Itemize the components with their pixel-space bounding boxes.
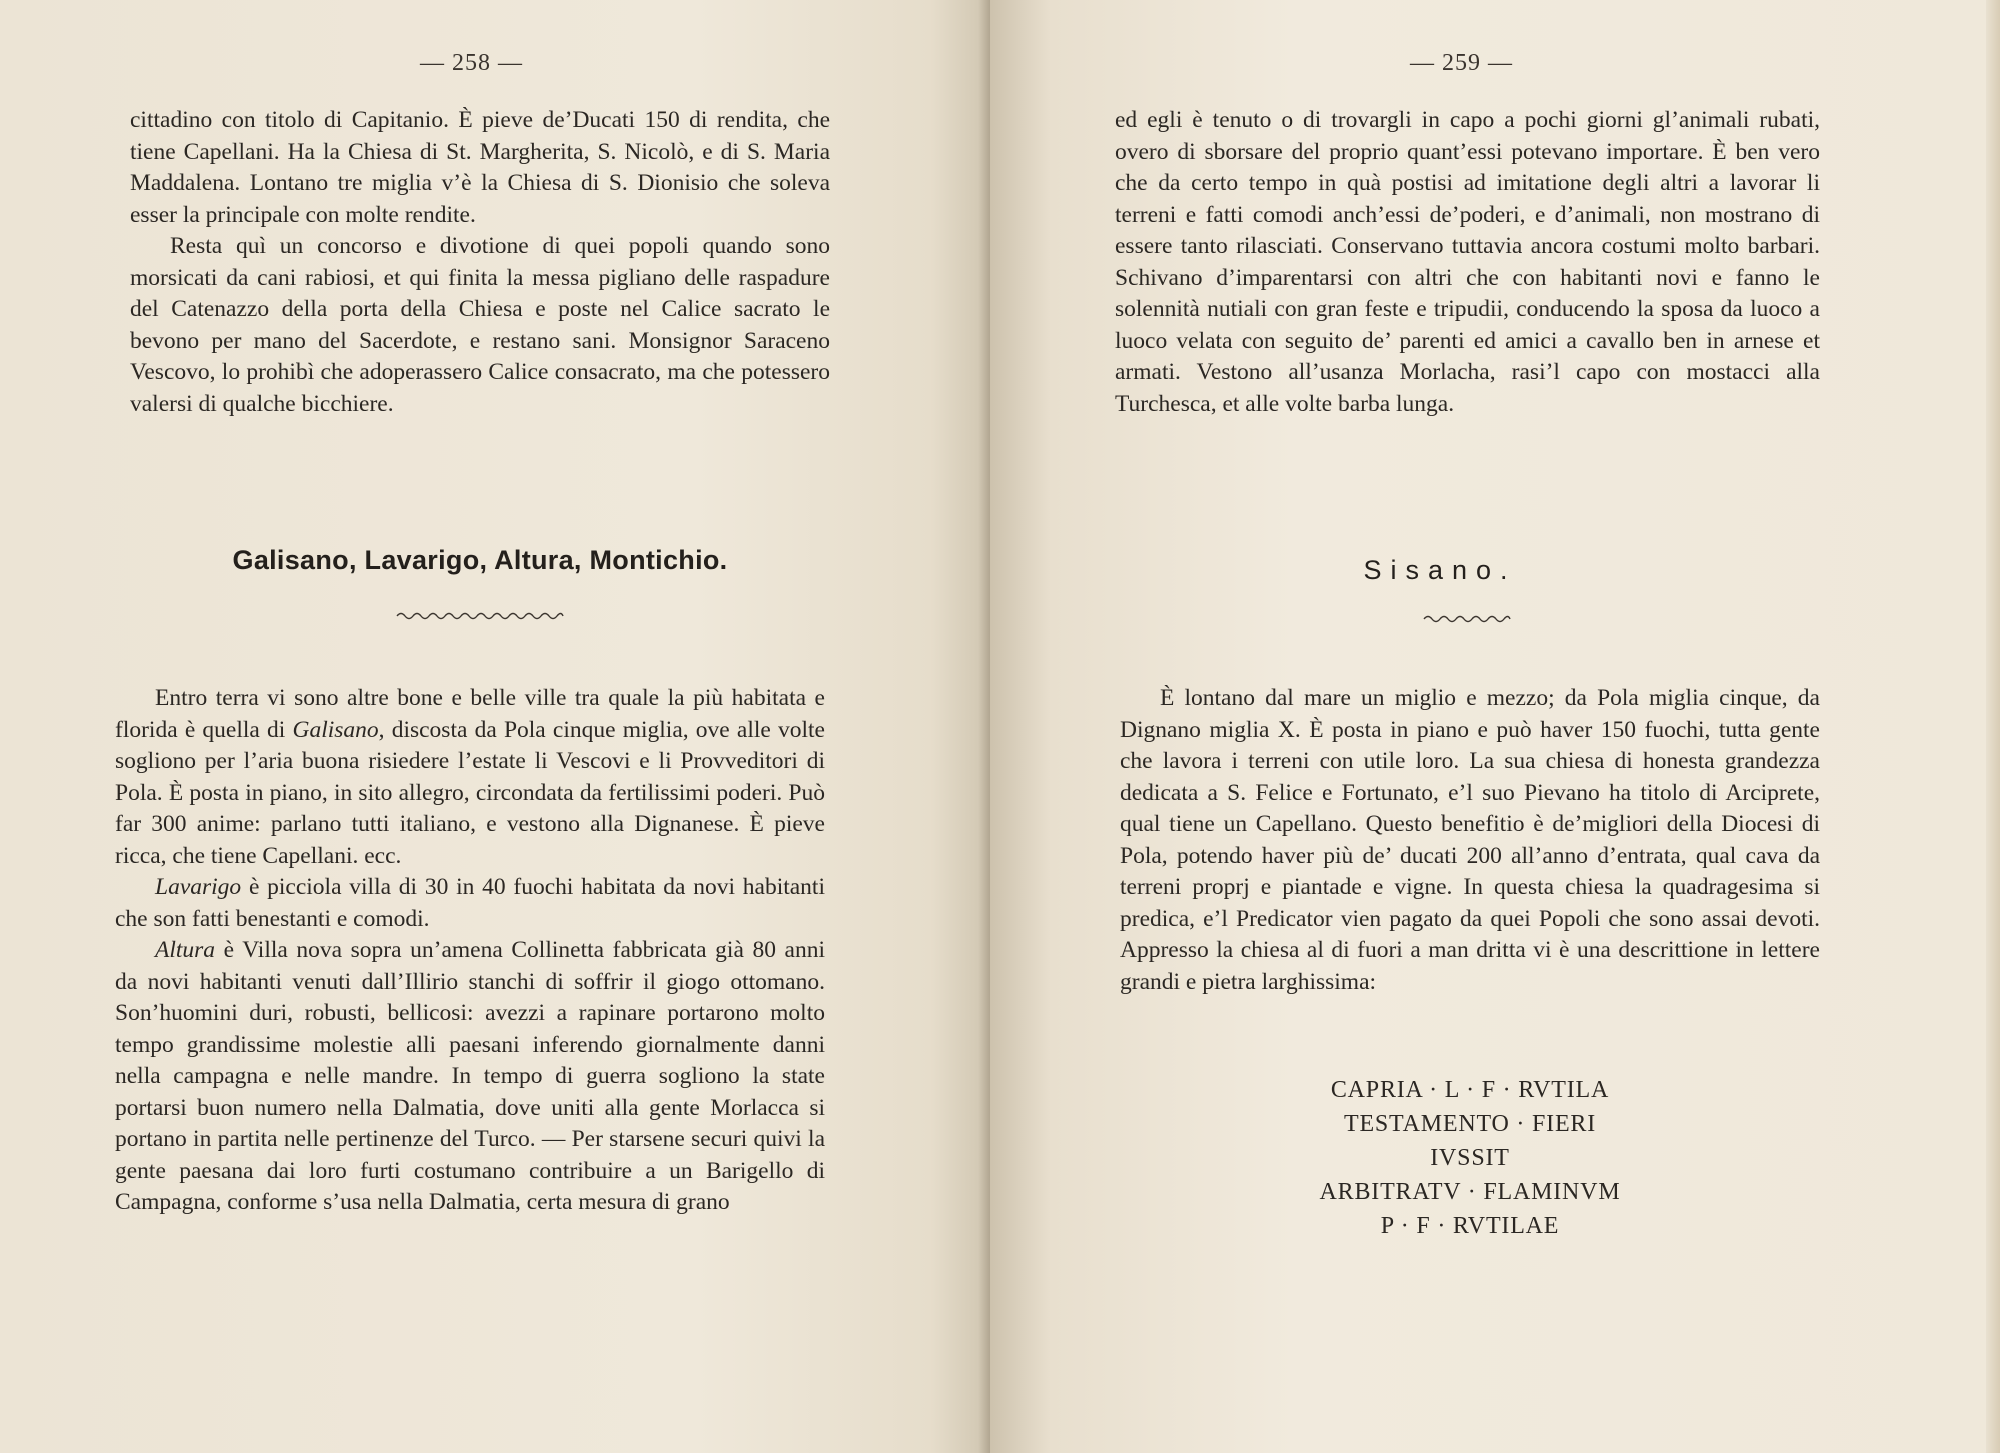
paragraph-text: , discosta da Pola cinque miglia, ove alle volte sogliono per l’aria buona risiedere l’estate li Vescovi e li Provveditori di Pola. È posta in piano, in sito allegro, circondata da fertilissimi poderi. Può far 300 anime: parlano tutti italiano, e vestono alla Dignanese. È pieve ricca, che tiene Capellani. ecc.: [115, 716, 825, 869]
paragraph-text: è Villa nova sopra un’amena Collinetta fabbricata già 80 anni da novi habitanti venuti dall’Illirio stanchi di soffrir il giogo ottomano. Son’huomini duri, robusti, bellicosi: avezzi a rapinare portarono molto tempo grandissime molestie alli paesani inferendo giornalmente danni nella campagna e nelle mandre. In tempo di guerra sogliono la state portarsi buon numero nella Dalmatia, dove uniti alla gente Morlacca si portano in partita nelle pertinenze del Turco. — Per starsene securi quivi la gente paesana dai loro furti costumano contribuire a un Barigello di Campagna, conforme s’usa nella Dalmatia, certa mesura di grano: [115, 937, 825, 1215]
place-name: Lavarigo: [155, 874, 242, 900]
latin-inscription: [1120, 1073, 1820, 1243]
section-heading: Sisano.: [1363, 555, 1517, 585]
paragraph-block: [1115, 105, 1820, 420]
paragraph-block: [130, 105, 830, 420]
paragraph: È lontano dal mare un miglio e mezzo; da Pola miglia cinque, da Dignano miglia X. È posta in piano e può haver 150 fuochi, tutta gente che lavora i terreni con utile loro. La sua chiesa di honesta grandezza dedicata a S. Felice e Fortunato, e’l suo Pievano ha titolo di Arciprete, qual tiene un Capellano. Questo benefitio è de’migliori della Diocesi di Pola, potendo haver più de’ ducati 200 all’anno d’entrata, qual cava da terreni proprj e piantade e vigne. In questa chiesa la quadragesima si predica, e’l Predicator vien pagato da quei Popoli che sono assai devoti. Appresso la chiesa al di fuori a man dritta vi è una descrittione in lettere grandi e pietra larghissima:: [1120, 685, 1820, 995]
left-page: [0, 0, 990, 1453]
paragraph: cittadino con titolo di Capitanio. È pieve de’Ducati 150 di rendita, che tiene Capellani. Ha la Chiesa di St. Margherita, S. Nicolò, e di S. Maria Maddalena. Lontano tre miglia v’è la Chiesa di S. Dionisio che soleva esser la principale con molte rendite.: [130, 107, 830, 228]
place-name: Galisano: [292, 716, 379, 743]
paragraph: [115, 683, 825, 872]
inscription-line: TESTAMENTO · FIERI: [1343, 1111, 1597, 1137]
inscription-line: CAPRIA · L · F · RVTILA: [1330, 1077, 1610, 1103]
paragraph: Resta quì un concorso e divotione di quei popoli quando sono morsicati da cani rabiosi, et qui finita la messa pigliano delle raspadure del Catenazzo della porta della Chiesa e poste nel Calice sacrato le bevono per mano del Sacerdote, e restano sani. Monsignor Saraceno Vescovo, lo prohibì che adoperassero Calice consacrato, ma che potessero valersi di qualche bicchiere.: [130, 233, 830, 417]
paragraph: [115, 935, 825, 1219]
place-name: Altura: [155, 937, 216, 963]
page-number: — 258 —: [420, 50, 523, 76]
inscription-line: P · F · RVTILAE: [1380, 1213, 1560, 1239]
inscription-line: ARBITRATV · FLAMINVM: [1319, 1179, 1621, 1205]
page-number: — 259 —: [1410, 50, 1513, 76]
paragraph-block: [115, 683, 825, 1219]
inscription-line: IVSSIT: [1430, 1145, 1510, 1171]
right-page: [990, 0, 2000, 1453]
wavy-divider-ornament: [395, 609, 565, 623]
paragraph-text: è picciola villa di 30 in 40 fuochi habitata da novi habitanti che son fatti benestanti e comodi.: [115, 874, 825, 932]
wavy-divider-ornament: [1422, 612, 1512, 626]
paragraph-text: Entro terra vi sono altre bone e belle ville tra quale la più habitata e florida è quella di: [115, 685, 825, 743]
paragraph-block: [1120, 683, 1820, 998]
page-edge: [1986, 0, 2000, 1453]
section-heading: Galisano, Lavarigo, Altura, Montichio.: [232, 545, 728, 575]
paragraph: [115, 872, 825, 935]
paragraph: ed egli è tenuto o di trovargli in capo a pochi giorni gl’animali rubati, overo di sborsare del proprio quant’essi potevano importare. È ben vero che da certo tempo in quà postisi ad imitatione degli altri a lavorar li terreni e fatti comodi anch’essi de’poderi, e d’animali, non mostrano di essere tanto rilasciati. Conservano tuttavia ancora costumi molto barbari. Schivano d’imparentarsi con altri che con habitanti novi e fanno le solennità nutiali con gran feste e tripudii, conducendo la sposa da luoco a luoco velata con seguito de’ parenti ed amici a cavallo ben in arnese et armati. Vestono all’usanza Morlacha, rasi’l capo con mostacci alla Turchesca, et alle volte barba lunga.: [1115, 107, 1820, 417]
